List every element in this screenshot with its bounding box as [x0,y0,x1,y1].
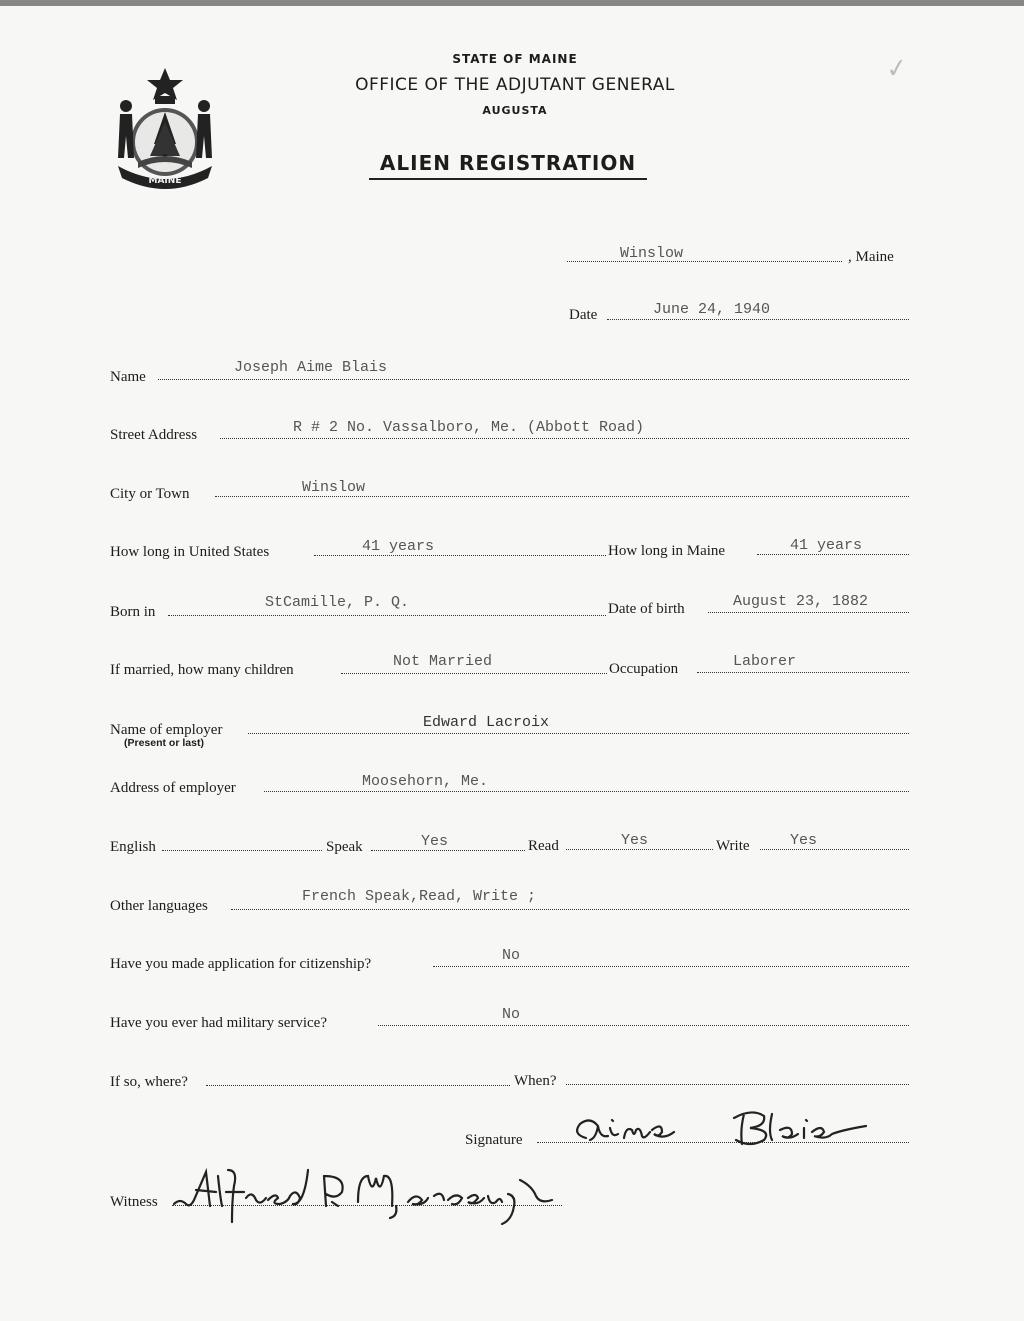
married-value: Not Married [393,653,493,670]
occupation-line [697,672,909,673]
name-label: Name [110,369,146,385]
employer-address-value: Moosehorn, Me. [362,773,489,790]
read-value: Yes [621,832,649,849]
date-line [607,319,909,320]
speak-label: Speak [326,839,363,855]
other-languages-line [231,909,909,910]
military-label: Have you ever had military service? [110,1015,327,1031]
english-line [162,850,322,851]
date-label: Date [569,307,598,323]
employer-label: Name of employer [110,722,223,738]
employer-address-label: Address of employer [110,780,236,796]
header-office: OFFICE OF THE ADJUTANT GENERAL [355,75,675,95]
street-label: Street Address [110,427,198,443]
title-underline [369,178,647,180]
us-line [314,555,606,556]
speak-value: Yes [421,833,449,850]
born-value: StCamille, P. Q. [265,594,410,611]
where-line [206,1085,510,1086]
witness-signature-handwriting [172,1166,564,1228]
citizenship-line [433,966,909,967]
other-languages-label: Other languages [110,898,208,914]
us-value: 41 years [362,538,435,555]
town-line [567,261,842,262]
citizenship-value: No [502,947,521,964]
employer-value: Edward Lacroix [423,714,550,731]
other-languages-value: French Speak,Read, Write ; [302,888,537,905]
write-line [760,849,909,850]
name-value: Joseph Aime Blais [234,359,388,376]
when-label: When? [514,1073,557,1089]
date-value: June 24, 1940 [653,301,771,318]
born-label: Born in [110,604,156,620]
street-value: R # 2 No. Vassalboro, Me. (Abbott Road) [293,419,645,436]
witness-label: Witness [110,1194,158,1210]
street-line [220,438,909,439]
maine-label: , Maine [848,249,894,265]
where-label: If so, where? [110,1074,188,1090]
scan-edge [0,0,1024,6]
city-label: City or Town [110,486,190,502]
maine-length-value: 41 years [790,537,863,554]
check-mark-icon: ✓ [884,52,910,86]
employer-address-line [264,791,909,792]
header-city: AUGUSTA [482,104,548,117]
write-value: Yes [790,832,818,849]
read-label: Read [528,838,559,854]
occupation-label: Occupation [609,661,679,677]
signature-label: Signature [465,1132,523,1148]
seal-ribbon-text: MAINE [148,176,182,186]
signature-handwriting [566,1104,876,1152]
town-value: Winslow [620,245,684,262]
citizenship-label: Have you made application for citizenship? [110,956,372,972]
dob-value: August 23, 1882 [733,593,869,610]
form-title: ALIEN REGISTRATION [379,151,637,175]
city-value: Winslow [302,479,366,496]
name-line [158,379,909,380]
occupation-value: Laborer [733,653,797,670]
dob-label: Date of birth [608,601,685,617]
military-value: No [502,1006,521,1023]
employer-sublabel: (Present or last) [124,737,204,749]
married-label: If married, how many children [110,662,294,678]
us-label: How long in United States [110,544,270,560]
employer-line [248,733,909,734]
married-line [341,673,607,674]
english-label: English [110,839,156,855]
military-line [378,1025,909,1026]
maine-state-seal-icon [112,66,218,190]
maine-length-label: How long in Maine [608,543,726,559]
header-state: STATE OF MAINE [452,52,578,66]
born-line [168,615,606,616]
dob-line [708,612,909,613]
write-label: Write [716,838,750,854]
when-line [566,1084,909,1085]
